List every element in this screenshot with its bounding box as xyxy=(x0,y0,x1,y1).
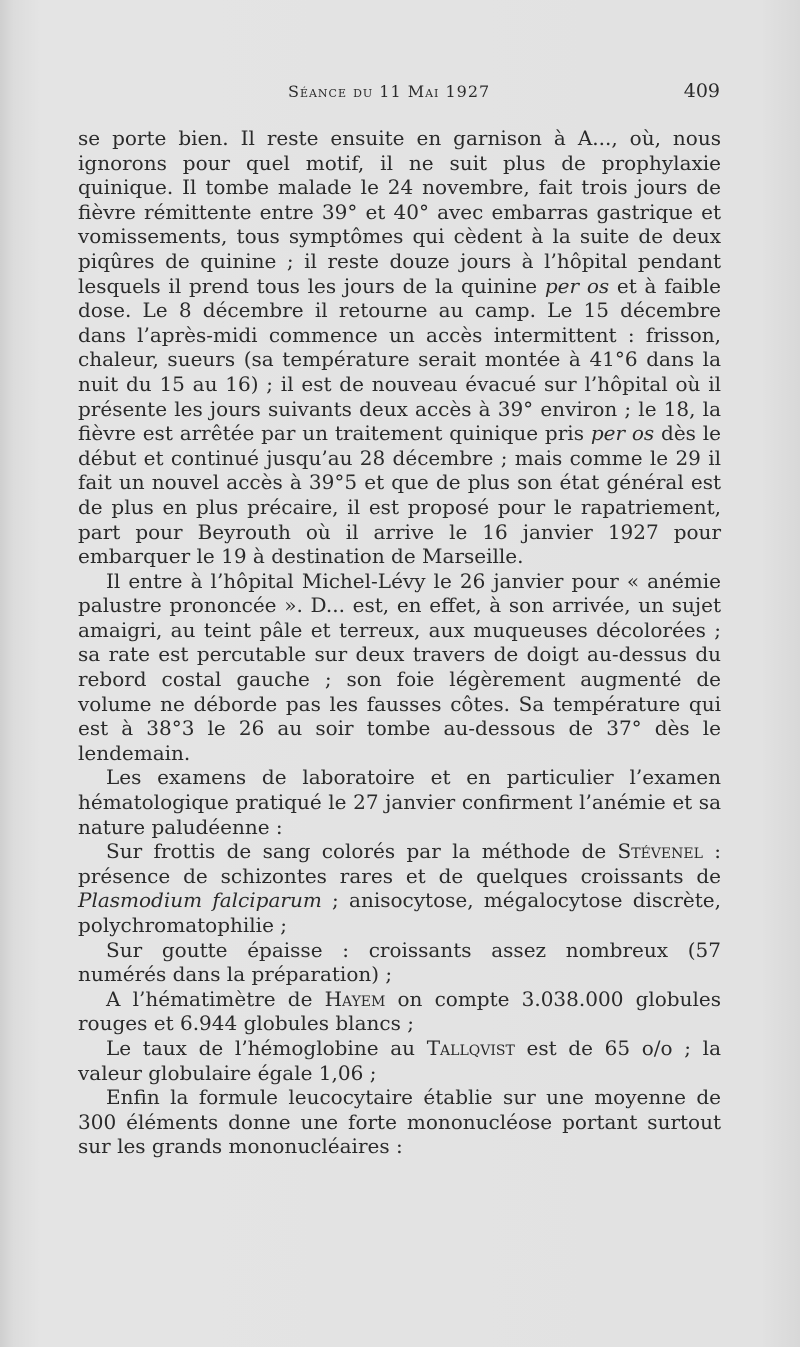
page-header xyxy=(78,80,720,110)
author-name: Stévenel xyxy=(617,839,703,864)
paragraph xyxy=(78,765,721,839)
author-name: Hayem xyxy=(324,986,386,1011)
paragraph xyxy=(78,569,721,766)
paragraph xyxy=(78,987,721,1036)
text-run: se porte bien. Il reste ensuite en garnison à A..., où, nous ignorons pour quel motif, il ne suit plus de prophylaxie quinique. Il tombe malade le 24 novembre, fait trois jours de fièvre rémittente entre 39° et 40° avec embarras gastrique et vomissements, tous symptômes qui cèdent à la suite de deux piqûres de quinine ; il reste douze jours à l’hôpital pendant lesquels il prend tous les jours de la quinine xyxy=(78,126,721,298)
text-run: est de 65 o/o ; la valeur globulaire égale 1,06 ; xyxy=(78,1035,721,1085)
paragraph xyxy=(78,938,721,987)
text-run: Le taux de l’hémoglobine au xyxy=(106,1035,427,1060)
italic-text: Plasmodium falciparum xyxy=(78,888,322,913)
text-run: dès le début et continué jusqu’au 28 décembre ; mais comme le 29 il fait un nouvel accès à 39°5 et que de plus son état général est de plus en plus précaire, il est proposé pour le rapatriement, part pour Beyrouth où il arrive le 16 janvier 1927 pour embarquer le 19 à destination de Marseille. xyxy=(78,421,721,569)
text-run: Sur frottis de sang colorés par la méthode de xyxy=(106,839,618,864)
page-number: 409 xyxy=(683,80,720,102)
paragraph xyxy=(78,1036,721,1085)
text-run: Sur goutte épaisse : croissants assez nombreux (57 numérés dans la préparation) ; xyxy=(78,937,721,987)
text-run: Il entre à l’hôpital Michel-Lévy le 26 janvier pour « anémie palustre prononcée ». D... est, en effet, à son arrivée, un sujet amaigri, au teint pâle et terreux, aux muqueuses décolorées ; sa rate est percutable sur deux travers de doigt au-dessus du rebord costal gauche ; son foie légèrement augmenté de volume ne déborde pas les fausses côtes. Sa température qui est à 38°3 le 26 au soir tombe au-dessous de 37° dès le lendemain. xyxy=(78,568,721,765)
italic-text: per os xyxy=(544,273,610,298)
body-text xyxy=(78,126,721,1159)
text-run: Les examens de laboratoire et en particulier l’examen hématologique pratiqué le 27 janvier confirment l’anémie et sa nature paludéenne : xyxy=(78,765,721,839)
italic-text: per os xyxy=(590,421,655,446)
running-title: Séance du 11 Mai 1927 xyxy=(288,82,491,101)
paragraph xyxy=(78,839,721,937)
paragraph xyxy=(78,1085,721,1159)
text-run: : présence de schizontes rares et de quelques croissants de xyxy=(78,839,721,888)
text-run: A l’hématimètre de xyxy=(106,986,325,1011)
author-name: Tallqvist xyxy=(426,1035,515,1060)
text-run: on compte 3.038.000 globules rouges et 6.944 globules blancs ; xyxy=(78,986,721,1036)
text-run: Enfin la formule leucocytaire établie sur une moyenne de 300 éléments donne une forte mononucléose portant surtout sur les grands mononucléaires : xyxy=(78,1085,721,1159)
text-run: et à faible dose. Le 8 décembre il retourne au camp. Le 15 décembre dans l’après-midi commence un accès intermittent : frisson, chaleur, sueurs (sa température serait montée à 41°6 dans la nuit du 15 au 16) ; il est de nouveau évacué sur l’hôpital où il présente les jours suivants deux accès à 39° environ ; le 18, la fièvre est arrêtée par un traitement quinique pris xyxy=(78,273,721,446)
paragraph xyxy=(78,126,721,569)
text-run: ; anisocytose, mégalocytose discrète, polychromatophilie ; xyxy=(78,888,721,937)
